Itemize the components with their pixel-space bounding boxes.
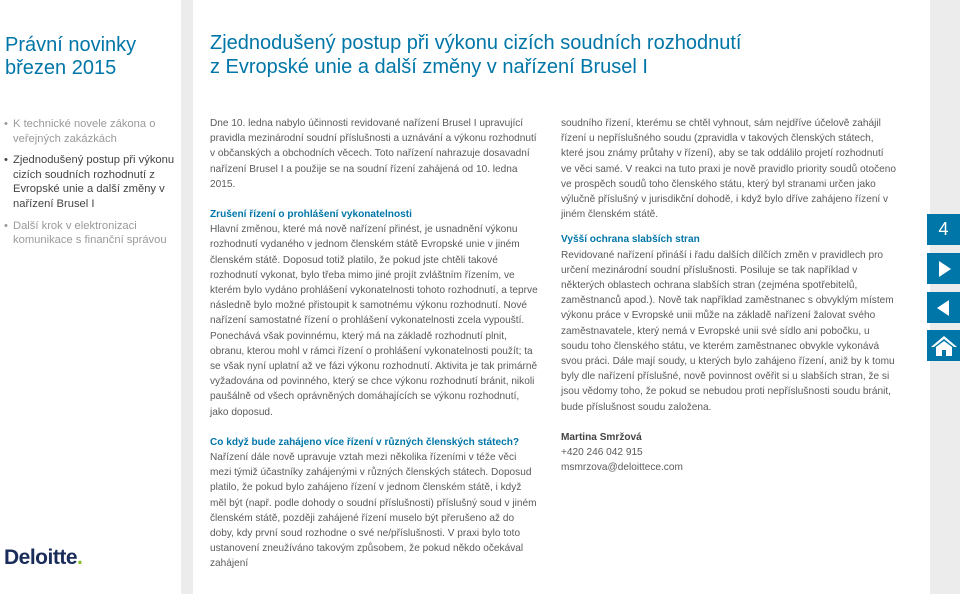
section-heading-enforceability: Zrušení řízení o prohlášení vykonatelnosti [210,209,412,221]
article-column-right [561,116,896,475]
author-name: Martina Smržová [561,431,642,443]
sidebar-nav [3,117,175,255]
bullet-icon: • [4,154,8,167]
section-body-weaker-parties: Revidované nařízení přináší i řadu dalších dílčích změn v pravidlech pro určení mezinárodní soudní příslušnosti. Posiluje se tak například v některých oblastech ochrana slabších stran (zejména spotřebitelů, zaměstnanců apod.). Nově tak například zaměstnanec s obvyklým místem výkonu práce v Evropské unii může na základě nařízení žalovat svého zaměstnavatele, který nemá v Evropské unii své sídlo ani pobočku, u soudu toho členského státu, ve kterém zaměstnanec obvykle vykonává svou práci. Dále mají soudy, u kterých bylo zahájeno řízení, aniž by k tomu byly dle nařízení příslušné, nově povinnost ověřit si u slabších stran, že si jsou vědomy toho, že pokud se nebudou proti nepříslušnosti soudu bránit, bude příslušnost soudu založena. [561,249,895,413]
sidebar-item-tax-administration[interactable] [3,219,175,248]
section-body-enforceability: Hlavní změnou, které má nově nařízení přinést, je usnadnění výkonu rozhodnutí vydaného v jednom členském státě Evropské unie v jiném členském státě. Doposud totiž platilo, že pokud jste chtěli takové rozhodnutí vykonat, bylo třeba mimo jiné projít zvláštním řízením, ve kterém bylo vydáno prohlášení vykonatelnosti tohoto rozhodnutí, a teprve následně bylo možné přistoupit k samotnému výkonu rozhodnutí. Nové nařízení samostatné řízení o prohlášení vykonatelnosti zcela vypouští. Ponechává však povinnému, který má na základě rozhodnutí plnit, obranu, kterou mohl v rámci řízení o prohlášení vykonatelnosti použít; ta se však nyní uplatní až ve fázi výkonu rozhodnutí. Aktivita je tak primárně vyžadována od povinného, který se chce výkonu rozhodnutí bránit, nikoli paušálně od všech oprávněných domáhajících se výkonu rozhodnutí, jako doposud. [210,224,538,418]
logo-dot: . [77,546,83,569]
page-title-line2: z Evropské unie a další změny v nařízení Brusel I [210,55,648,78]
sidebar-divider [181,0,193,594]
logo-text: Deloitte [4,546,78,569]
bullet-icon: • [4,219,8,232]
section-heading-weaker-parties: Vyšší ochrana slabších stran [561,234,700,246]
page-number: 4 [927,214,960,245]
author-phone: +420 246 042 915 [561,447,643,459]
newsletter-title [5,34,136,80]
page-title-line1: Zjednodušený postup při výkonu cizích soudních rozhodnutí [210,32,742,54]
previous-page-icon [934,298,954,318]
article-intro: Dne 10. ledna nabylo účinnosti revidované nařízení Brusel I upravující pravidla mezinárodní soudní příslušnosti a uznávání a výkonu rozhodnutí v občanských a obchodních věcech. Toto nařízení nahrazuje dosavadní nařízení Brusel I a použije se na soudní řízení zahájená od 10. ledna 2015. [210,118,537,190]
deloitte-logo [4,546,82,570]
sidebar-item-label: Další krok v elektronizaci komunikace s finanční správou [13,219,167,247]
page-title [210,32,830,79]
section-body-multiple-proceedings: Nařízení dále nově upravuje vztah mezi několika řízeními v téže věci mezi týmiž účastníky zahájenými v různých členských státech. Doposud platilo, že pokud bylo zahájeno řízení v jednom členském státě, i když měl být (např. podle dohody o soudní příslušnosti) příslušný soud v jiném členském státě, později zahájené řízení muselo být přerušeno až do doby, kdy první soud rozhodne o své ne/příslušnosti. V praxi bylo toto ustanovení zneužíváno takovým způsobem, že pokud někdo očekával zahájení [210,452,537,570]
sidebar-item-label: K technické novele zákona o veřejných zakázkách [13,118,156,145]
section-heading-multiple-proceedings: Co když bude zahájeno více řízení v různých členských státech? [210,436,520,448]
previous-page-button[interactable] [927,292,960,323]
author-email[interactable]: msmrzova@deloittece.com [561,462,683,474]
sidebar-item-label: Zjednodušený postup při výkonu cizích soudních rozhodnutí z Evropské unie a další změny v nařízení Brusel I [13,154,175,210]
home-button[interactable] [927,330,960,361]
sidebar-item-procurement[interactable] [3,117,175,146]
next-page-icon [934,259,954,279]
next-page-button[interactable] [927,253,960,284]
article-column-left [210,116,540,572]
home-icon [930,334,958,358]
newsletter-issue-date: březen 2015 [5,57,117,79]
newsletter-title-line1: Právní novinky [5,34,137,56]
article-continuation: soudního řízení, kterému se chtěl vyhnout, sám nejdříve účelově zahájil řízení u nepříslušného soudu (zpravidla v takových členských státech, které jsou známy průtahy v řízení), aby se tak oddálilo projetí rozhodnutí ve věci samé. V reakci na tuto praxi je nově pravidlo priority soudů otočeno ve prospěch soudů toho členského státu, který byl stranami určen jako výlučně příslušný v jurisdikční dohodě, i když bylo dříve zahájeno řízení v jiném členském státě. [561,118,896,221]
sidebar-item-brussels[interactable] [3,153,175,211]
bullet-icon: • [4,118,8,130]
sidebar [0,0,181,594]
